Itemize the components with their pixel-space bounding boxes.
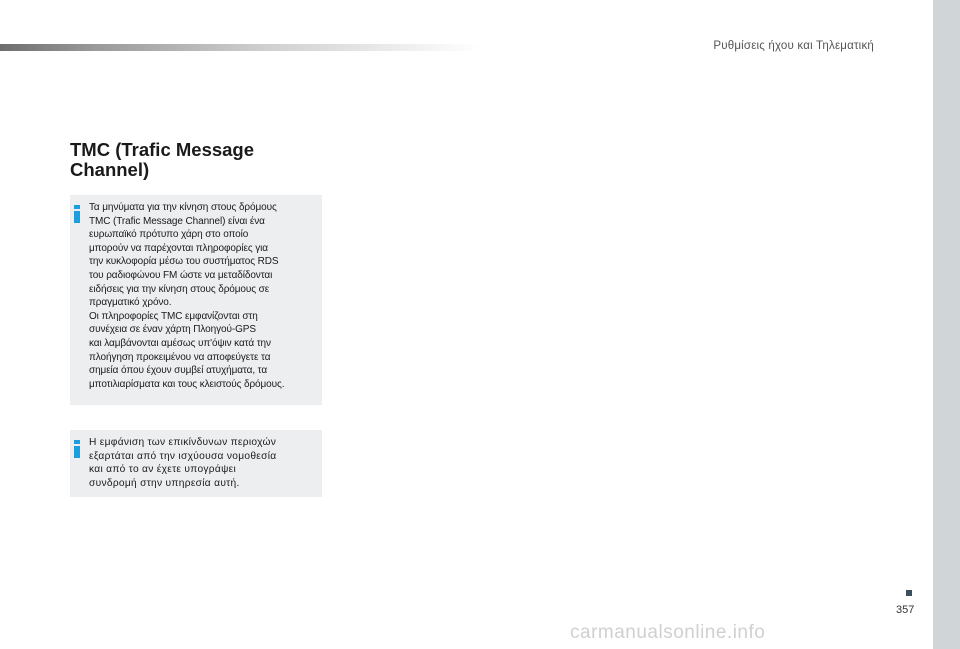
info-icon [74, 440, 80, 458]
info-text: Η εμφάνιση των επικίνδυνων περιοχών εξαρτάται από την ισχύουσα νομοθεσία και από το αν έχετε υπογράψει συνδρομή στην υπηρεσία αυτή. [89, 437, 277, 489]
info-text: Τα μηνύματα για την κίνηση στους δρόμους TMC (Trafic Message Channel) είναι ένα ευρωπαϊκό πρότυπο χάρη στο οποίο μπορούν να παρέχονται πληροφορίες για την κυκλοφορία μέσω του συστήματος RDS του ραδιοφώνου FM ώστε να μεταδίδονται ειδήσεις για την κίνηση στους δρόμους σε πραγματικό χρόνο. Οι πληροφορίες TMC εμφανίζονται στη συνέχεια σε έναν χάρτη Πλοηγού-GPS και λαμβάνονται αμέσως υπ'όψιν κατά την πλοήγηση προκειμένου να αποφεύγετε τα σημεία όπου έχουν συμβεί ατυχήματα, τα μποτιλιαρίσματα και τους κλειστούς δρόμους. [89, 202, 285, 390]
watermark: carmanualsonline.info [570, 622, 766, 643]
info-box-tmc [70, 195, 322, 405]
page-marker [906, 590, 912, 596]
page-title: TMC (Trafic Message Channel) [70, 139, 255, 180]
section-title: Ρυθμίσεις ήχου και Τηλεματική [713, 40, 874, 52]
info-icon [74, 205, 80, 223]
header-gradient-bar [0, 44, 480, 51]
page-number: 357 [896, 604, 915, 616]
page-side-strip [933, 0, 960, 649]
info-box-danger-zones [70, 430, 322, 497]
